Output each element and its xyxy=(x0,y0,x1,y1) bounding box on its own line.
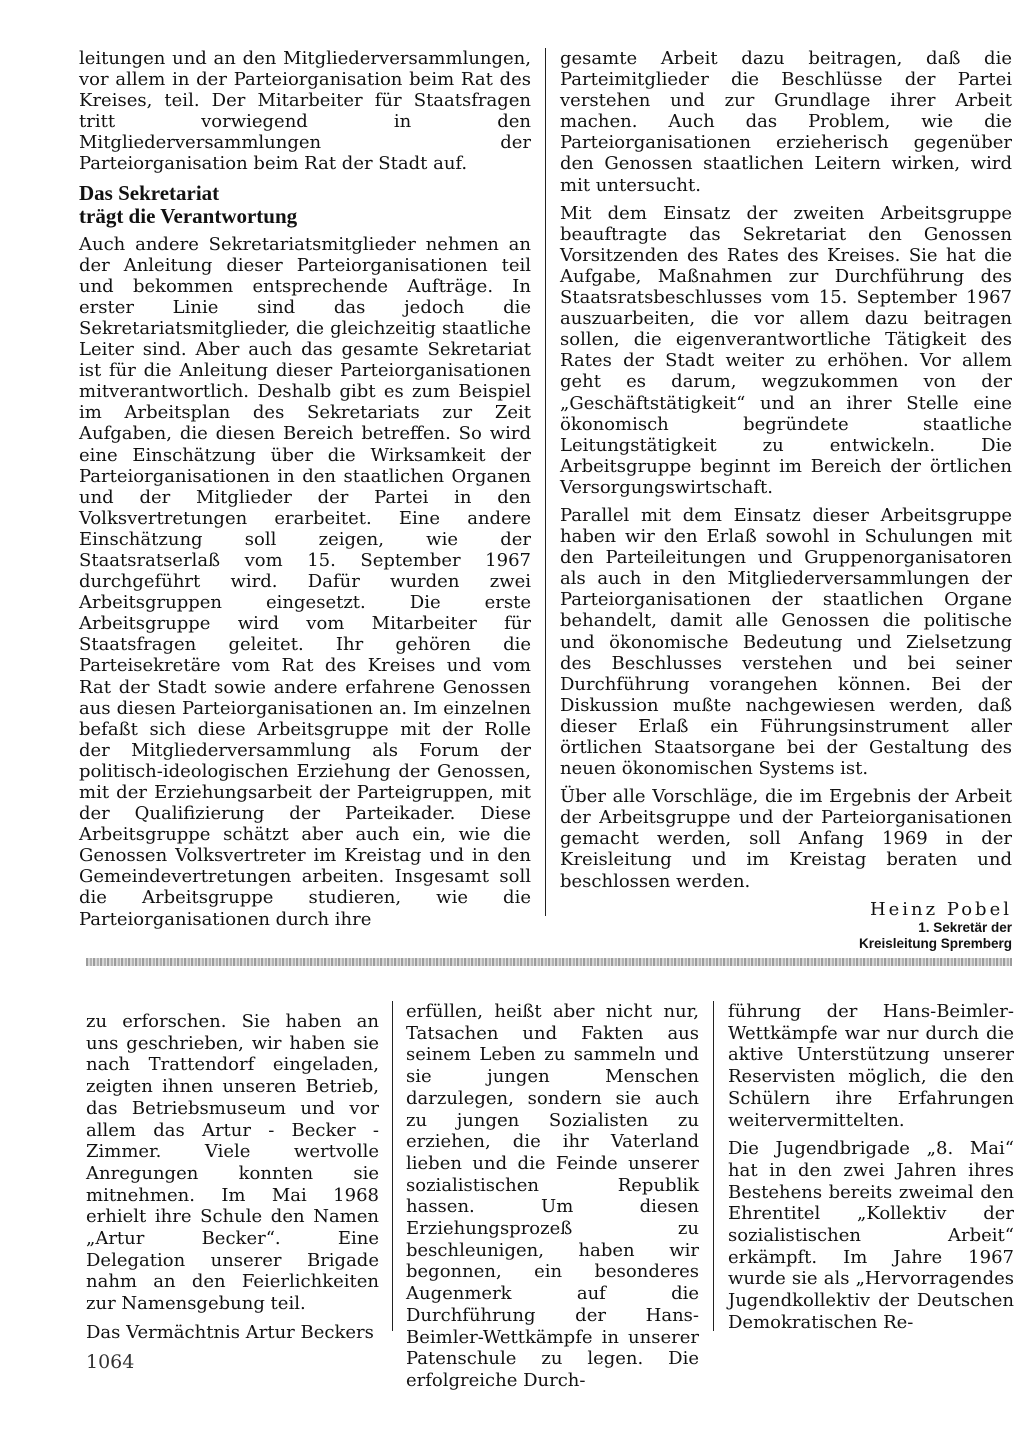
top-left-column xyxy=(79,48,531,937)
section-heading xyxy=(79,182,531,228)
column-divider xyxy=(713,1001,714,1331)
bottom-column-1 xyxy=(86,1011,379,1351)
paragraph: gesamte Arbeit dazu beitragen, daß die Parteimitglieder die Beschlüsse der Partei verstehen und zur Grundlage ihrer Arbeit machen. Auch das Problem, wie die Parteiorganisationen erzieherisch gegenüber den Genossen staatlichen Leitern wirken, wird mit untersucht. xyxy=(560,48,1012,196)
section-separator-bar xyxy=(86,958,1012,966)
bottom-column-3 xyxy=(728,1001,1014,1341)
column-divider xyxy=(392,1001,393,1331)
author-role: 1. Sekretär der xyxy=(918,919,1012,935)
heading-line: trägt die Verantwortung xyxy=(79,203,298,228)
paragraph: Über alle Vorschläge, die im Ergebnis der Arbeit der Arbeitsgruppe und der Parteiorganisationen gemacht werden, soll Anfang 1969 in der Kreisleitung und im Kreistag beraten und beschlossen werden. xyxy=(560,786,1012,892)
bottom-column-2 xyxy=(406,1001,699,1399)
paragraph: führung der Hans-Beimler-Wettkämpfe war nur durch die aktive Unterstützung unserer Reservisten möglich, die den Schülern ihre Erfahrungen weitervermittelten. xyxy=(728,1001,1014,1131)
page-number: 1064 xyxy=(86,1351,135,1373)
heading-line: Das Sekretariat xyxy=(79,180,220,205)
paragraph: erfüllen, heißt aber nicht nur, Tatsachen und Fakten aus seinem Leben zu sammeln und sie jungen Menschen darzulegen, sondern sie auch zu jungen Sozialisten zu erziehen, die ihr Vaterland lieben und die Feinde unserer sozialistischen Republik hassen. Um diesen Erziehungsprozeß zu beschleunigen, haben wir begonnen, ein besonderes Augenmerk auf die Durchführung der Hans-Beimler-Wettkämpfe in unserer Patenschule zu legen. Die erfolgreiche Durch- xyxy=(406,1001,699,1391)
paragraph: Auch andere Sekretariatsmitglieder nehmen an der Anleitung dieser Parteiorganisationen teil und bekommen entsprechende Aufträge. In erster Linie sind das jedoch die Sekretariatsmitglieder, die gleichzeitig staatliche Leiter sind. Aber auch das gesamte Sekretariat ist für die Anleitung dieser Parteiorganisationen mitverantwortlich. Deshalb gibt es zum Beispiel im Arbeitsplan des Sekretariats zur Zeit Aufgaben, die diesen Bereich betreffen. So wird eine Einschätzung über die Wirksamkeit der Parteiorganisationen in den staatlichen Organen und der Mitglieder der Partei in den Volksvertretungen erarbeitet. Eine andere Einschätzung soll zeigen, wie der Staatsratserlaß vom 15. September 1967 durchgeführt wird. Dafür wurden zwei Arbeitsgruppen eingesetzt. Die erste Arbeitsgruppe wird vom Mitarbeiter für Staatsfragen geleitet. Ihr gehören die Parteisekretäre vom Rat des Kreises und vom Rat der Stadt sowie andere erfahrene Genossen aus diesen Parteiorganisationen an. Im einzelnen befaßt sich diese Arbeitsgruppe mit der Rolle der Mitgliederversammlung als Forum der politisch-ideologischen Erziehung der Genossen, mit der Erziehungsarbeit der Parteigruppen, mit der Qualifizierung der Parteikader. Diese Arbeitsgruppe schätzt aber auch ein, wie die Genossen Volksvertreter im Kreistag und in den Gemeindevertretungen arbeiten. Insgesamt soll die Arbeitsgruppe studieren, wie die Parteiorganisationen durch ihre xyxy=(79,233,531,930)
author-name: Heinz Pobel xyxy=(869,898,1012,920)
paragraph: Mit dem Einsatz der zweiten Arbeitsgruppe beauftragte das Sekretariat den Genossen Vorsitzenden des Rates des Kreises. Sie hat die Aufgabe, Maßnahmen zur Durchführung des Staatsratsbeschlusses vom 15. September 1967 auszuarbeiten, die vor allem dazu beitragen sollen, die eigenverantwortliche Tätigkeit des Rates der Stadt weiter zu erhöhen. Vor allem geht es darum, wegzukommen von der „Geschäftstätigkeit“ und an ihrer Stelle eine ökonomisch begründete staatliche Leitungstätigkeit zu entwickeln. Die Arbeitsgruppe beginnt im Bereich der örtlichen Versorgungswirtschaft. xyxy=(560,202,1012,498)
column-divider xyxy=(545,48,546,916)
top-right-column xyxy=(560,48,1012,952)
paragraph: Parallel mit dem Einsatz dieser Arbeitsgruppe haben wir den Erlaß sowohl in Schulungen mit den Parteileitungen und Gruppenorganisatoren als auch in den Mitgliederversammlungen der Parteiorganisationen der staatlichen Organe behandelt, damit alle Genossen die politische und ökonomische Bedeutung und Zielsetzung des Beschlusses verstehen und bei seiner Durchführung vorangehen können. Bei der Diskussion mußte nachgewiesen werden, daß dieser Erlaß ein Führungsinstrument aller örtlichen Staatsorgane bei der Gestaltung des neuen ökonomischen Systems ist. xyxy=(560,504,1012,780)
paragraph: zu erforschen. Sie haben an uns geschrieben, wir haben sie nach Trattendorf eingeladen, zeigten ihnen unseren Betrieb, das Betriebsmuseum und vor allem das Artur - Becker - Zimmer. Viele wertvolle Anregungen konnten sie mitnehmen. Im Mai 1968 erhielt ihre Schule den Namen „Artur Becker“. Eine Delegation unserer Brigade nahm an den Feierlichkeiten zur Namensgebung teil. xyxy=(86,1011,379,1315)
paragraph: Das Vermächtnis Artur Beckers xyxy=(86,1321,374,1343)
paragraph: Die Jugendbrigade „8. Mai“ hat in den zwei Jahren ihres Bestehens bereits zweimal den Ehrentitel „Kollektiv der sozialistischen Arbeit“ erkämpft. Im Jahre 1967 wurde sie als „Hervorragendes Jugendkollektiv der Deutschen Demokratischen Re- xyxy=(728,1138,1014,1333)
paragraph: leitungen und an den Mitgliederversammlungen, vor allem in der Parteiorganisation beim Rat des Kreises, teil. Der Mitarbeiter für Staatsfragen tritt vorwiegend in den Mitgliederversammlungen der Parteiorganisation beim Rat der Stadt auf. xyxy=(79,48,531,175)
author-role: Kreisleitung Spremberg xyxy=(858,935,1012,951)
